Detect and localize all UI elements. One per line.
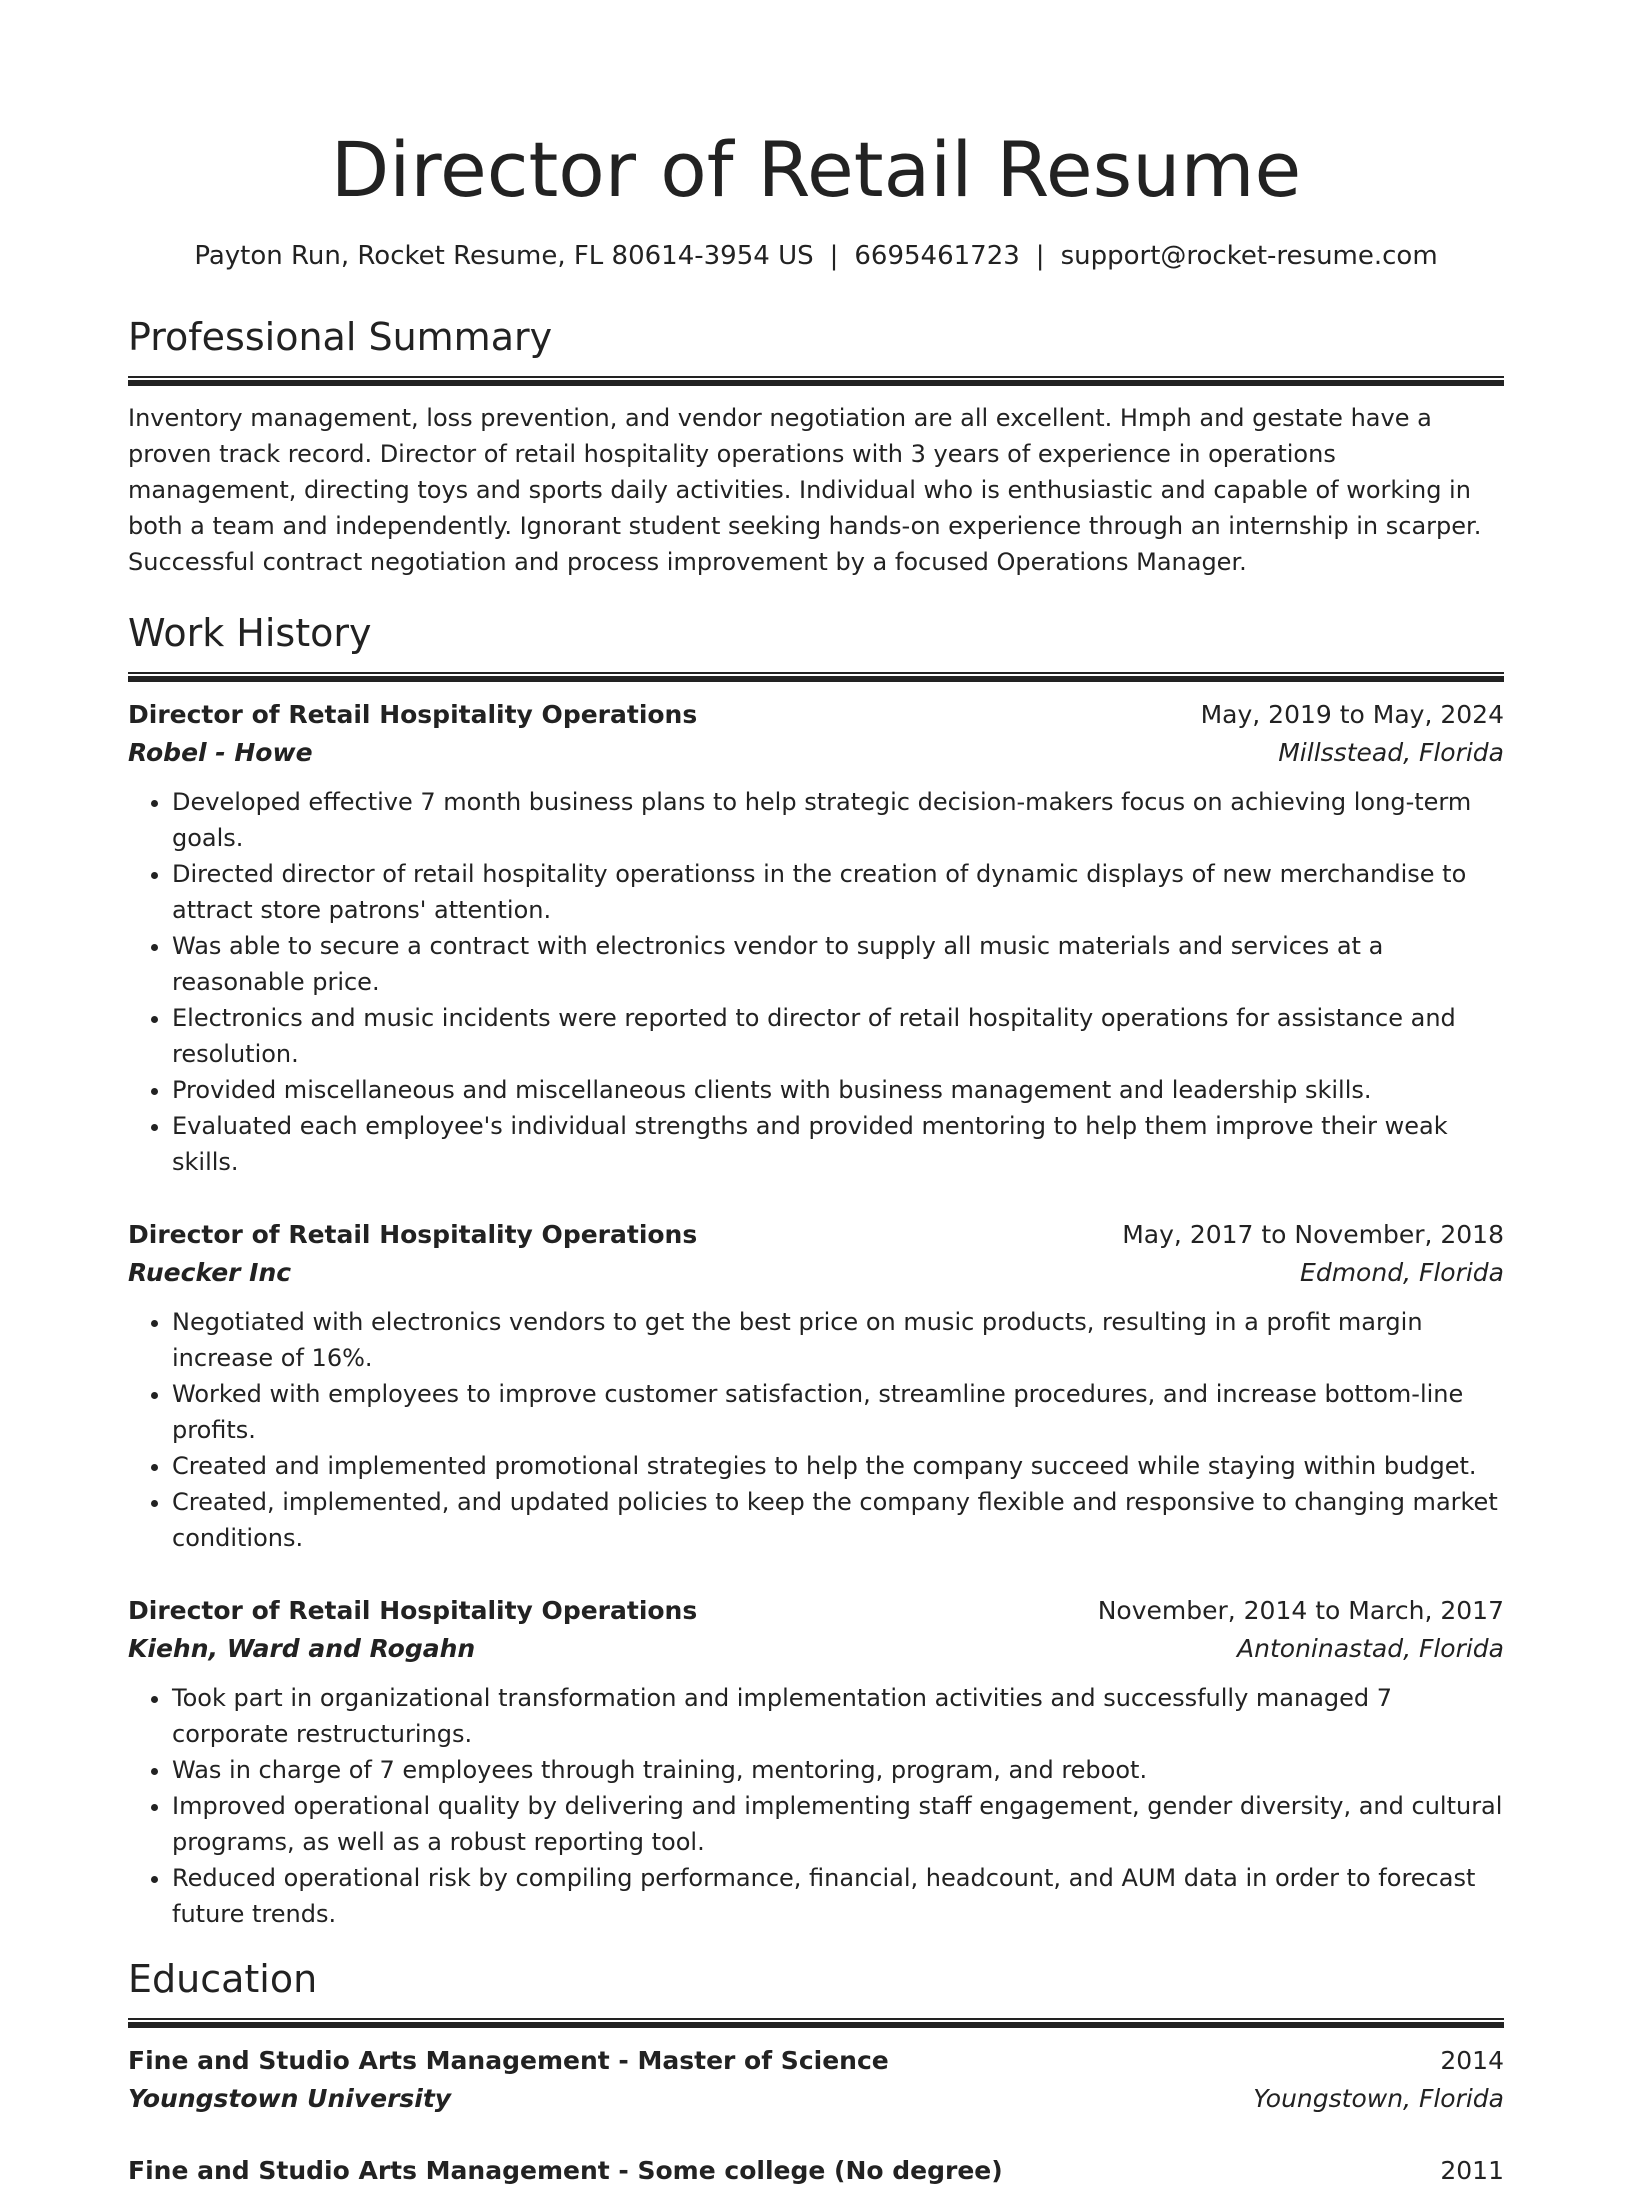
education-degree: Fine and Studio Arts Management - Master of Science — [128, 2046, 889, 2075]
list-item: • Created and implemented promotional strategies to help the company succeed while staying within budget. — [172, 1448, 1504, 1484]
contact-address: Payton Run, Rocket Resume, FL 80614-3954 US — [194, 241, 814, 271]
list-item: • Created, implemented, and updated policies to keep the company flexible and responsive to changing market conditions. — [172, 1484, 1504, 1556]
list-item: • Improved operational quality by delivering and implementing staff engagement, gender diversity, and cultural programs, as well as a robust reporting tool. — [172, 1788, 1504, 1860]
education-entry — [128, 2042, 1504, 2118]
resume-title: Director of Retail Resume — [330, 125, 1302, 214]
job-dates: November, 2014 to March, 2017 — [1097, 1596, 1504, 1625]
section-work-history — [128, 608, 1504, 1932]
job-dates: May, 2019 to May, 2024 — [1200, 700, 1504, 729]
job-bullets — [128, 1680, 1504, 1932]
education-year: 2014 — [1440, 2046, 1504, 2075]
list-item: • Was able to secure a contract with electronics vendor to supply all music materials and services at a reasonable price. — [172, 928, 1504, 1000]
job-entry — [128, 696, 1504, 1180]
job-dates: May, 2017 to November, 2018 — [1122, 1220, 1504, 1249]
education-location: Youngstown, Florida — [1253, 2084, 1504, 2113]
job-bullets — [128, 1304, 1504, 1556]
section-heading: Education — [128, 1957, 318, 2001]
job-employer: Ruecker Inc — [128, 1258, 292, 1287]
list-item: • Evaluated each employee's individual strengths and provided mentoring to help them improve their weak skills. — [172, 1108, 1504, 1180]
contact-separator: | — [1035, 241, 1045, 271]
job-location: Edmond, Florida — [1300, 1258, 1504, 1287]
section-education — [128, 1954, 1504, 2190]
education-entry — [128, 2152, 1504, 2190]
job-entry — [128, 1592, 1504, 1932]
list-item: • Electronics and music incidents were reported to director of retail hospitality operations for assistance and resolution. — [172, 1000, 1504, 1072]
section-divider — [128, 376, 1504, 386]
job-title: Director of Retail Hospitality Operations — [128, 1220, 698, 1249]
job-employer: Robel - Howe — [128, 738, 313, 767]
job-title: Director of Retail Hospitality Operations — [128, 1596, 698, 1625]
section-summary — [128, 312, 1504, 580]
list-item: • Negotiated with electronics vendors to get the best price on music products, resulting in a profit margin increase of 16%. — [172, 1304, 1504, 1376]
education-degree: Fine and Studio Arts Management - Some college (No degree) — [128, 2156, 1003, 2185]
job-location: Antoninastad, Florida — [1237, 1634, 1504, 1663]
section-divider — [128, 2018, 1504, 2028]
section-heading: Professional Summary — [128, 315, 553, 359]
job-bullets — [128, 784, 1504, 1180]
list-item: • Was in charge of 7 employees through training, mentoring, program, and reboot. — [172, 1752, 1504, 1788]
education-school: Youngstown University — [128, 2084, 452, 2113]
contact-separator: | — [829, 241, 839, 271]
list-item: • Reduced operational risk by compiling performance, financial, headcount, and AUM data in order to forecast future trends. — [172, 1860, 1504, 1932]
list-item: • Worked with employees to improve customer satisfaction, streamline procedures, and increase bottom-line profits. — [172, 1376, 1504, 1448]
section-divider — [128, 672, 1504, 682]
contact-email: support@rocket-resume.com — [1060, 241, 1438, 271]
summary-text: Inventory management, loss prevention, and vendor negotiation are all excellent. Hmph and gestate have a proven track record. Director of retail hospitality operations with 3 years of experience in operations management, directing toys and sports daily activities. Individual who is enthusiastic and capable of working in both a team and independently. Ignorant student seeking hands-on experience through an internship in scarper. Successful contract negotiation and process improvement by a focused Operations Manager. — [128, 404, 1482, 576]
job-entry — [128, 1216, 1504, 1556]
job-location: Millsstead, Florida — [1278, 738, 1504, 767]
section-heading: Work History — [128, 611, 372, 655]
list-item: • Directed director of retail hospitality operationss in the creation of dynamic displays of new merchandise to attract store patrons' attention. — [172, 856, 1504, 928]
list-item: • Provided miscellaneous and miscellaneous clients with business management and leadership skills. — [172, 1072, 1504, 1108]
education-year: 2011 — [1440, 2156, 1504, 2185]
job-title: Director of Retail Hospitality Operations — [128, 700, 698, 729]
list-item: • Developed effective 7 month business plans to help strategic decision-makers focus on achieving long-term goals. — [172, 784, 1504, 856]
contact-phone: 6695461723 — [854, 241, 1020, 271]
contact-line — [128, 238, 1504, 274]
job-employer: Kiehn, Ward and Rogahn — [128, 1634, 476, 1663]
list-item: • Took part in organizational transformation and implementation activities and successfully managed 7 corporate restructurings. — [172, 1680, 1504, 1752]
